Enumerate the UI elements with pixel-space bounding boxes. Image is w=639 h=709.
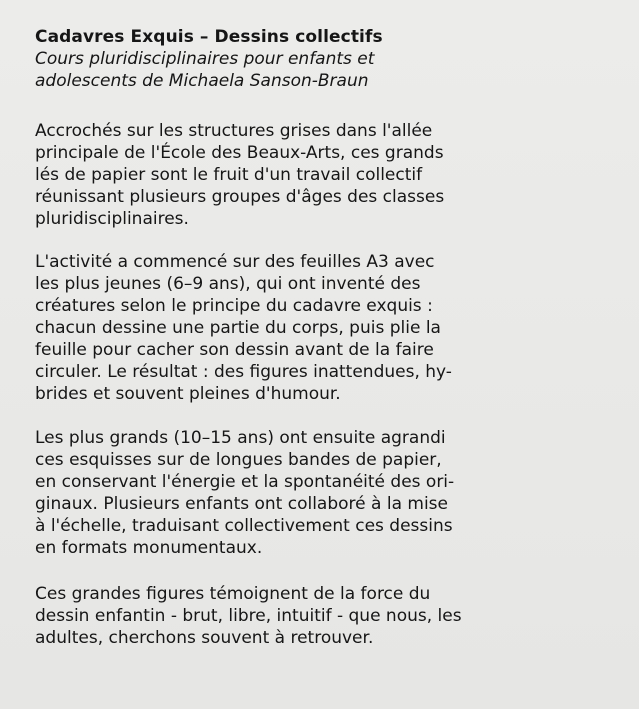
text-line: circuler. Le résultat : des figures inattendues, hy- (35, 362, 452, 382)
paragraph-older-students (35, 427, 609, 559)
text-line: brides et souvent pleines d'humour. (35, 384, 341, 404)
text-line: lés de papier sont le fruit d'un travail collectif (35, 165, 423, 185)
subtitle-line: adolescents de Michaela Sanson-Braun (35, 71, 369, 91)
paragraph-intro (35, 120, 609, 230)
text-line: dessin enfantin - brut, libre, intuitif - que nous, les (35, 606, 462, 626)
text-line: adultes, cherchons souvent à retrouver. (35, 628, 374, 648)
text-line: ginaux. Plusieurs enfants ont collaboré à la mise (35, 494, 448, 514)
text-line: feuille pour cacher son dessin avant de la faire (35, 340, 434, 360)
text-line: en conservant l'énergie et la spontanéité des ori- (35, 472, 455, 492)
subtitle-line: Cours pluridisciplinaires pour enfants et (35, 49, 375, 69)
text-line: Accrochés sur les structures grises dans l'allée (35, 121, 433, 141)
text-line: Les plus grands (10–15 ans) ont ensuite agrandi (35, 428, 446, 448)
text-line: L'activité a commencé sur des feuilles A3 avec (35, 252, 435, 272)
label-title: Cadavres Exquis – Dessins collectifs (35, 27, 383, 47)
text-line: en formats monumentaux. (35, 538, 263, 558)
text-line: chacun dessine une partie du corps, puis plie la (35, 318, 441, 338)
label-subtitle (35, 48, 609, 92)
text-line: principale de l'École des Beaux-Arts, ces grands (35, 143, 444, 163)
text-line: Ces grandes figures témoignent de la force du (35, 584, 431, 604)
paragraph-activity (35, 251, 609, 405)
paragraph-conclusion (35, 583, 609, 649)
text-line: à l'échelle, traduisant collectivement ces dessins (35, 516, 453, 536)
text-line: réunissant plusieurs groupes d'âges des classes (35, 187, 445, 207)
text-line: créatures selon le principe du cadavre exquis : (35, 296, 433, 316)
text-line: les plus jeunes (6–9 ans), qui ont inventé des (35, 274, 421, 294)
text-line: ces esquisses sur de longues bandes de papier, (35, 450, 442, 470)
text-line: pluridisciplinaires. (35, 209, 189, 229)
